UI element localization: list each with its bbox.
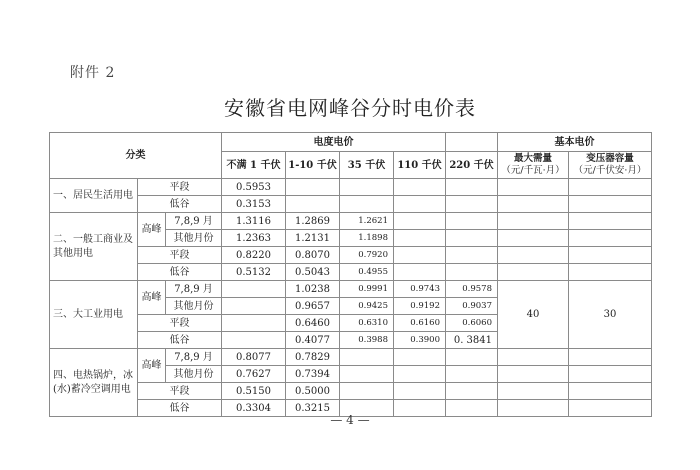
price-cell: 1.0238 [286, 281, 340, 298]
price-cell [394, 179, 446, 196]
period-label: 低谷 [138, 264, 222, 281]
period-label: 低谷 [138, 196, 222, 213]
price-cell [394, 349, 446, 366]
header-transformer-capacity [569, 152, 652, 179]
table-row [50, 247, 652, 264]
price-cell [340, 349, 394, 366]
table-row [50, 196, 652, 213]
price-cell: 0.8077 [222, 349, 286, 366]
transformer-capacity-cell [569, 349, 652, 366]
price-cell: 0.6060 [446, 315, 498, 332]
price-cell [446, 179, 498, 196]
header-max-demand-label: 最大需量 [513, 153, 552, 164]
transformer-capacity-cell [569, 230, 652, 247]
period-label: 低谷 [138, 332, 222, 349]
price-cell: 0.3304 [222, 400, 286, 417]
max-demand-cell [498, 247, 569, 264]
period-label: 平段 [138, 315, 222, 332]
price-cell: 0.8070 [286, 247, 340, 264]
price-cell [394, 264, 446, 281]
table-row [50, 213, 652, 230]
max-demand-cell: 40 [498, 281, 569, 349]
period-label: 其他月份 [166, 366, 222, 383]
price-cell: 0.6460 [286, 315, 340, 332]
price-cell: 1.3116 [222, 213, 286, 230]
header-max-demand-unit: （元/千瓦·月） [501, 165, 565, 176]
period-label: 7,8,9 月 [166, 349, 222, 366]
period-label: 7,8,9 月 [166, 281, 222, 298]
price-cell: 0.9192 [394, 298, 446, 315]
price-cell [446, 196, 498, 213]
price-cell: 0.9657 [286, 298, 340, 315]
section-name: 一、居民生活用电 [50, 179, 138, 213]
price-cell: 0.5953 [222, 179, 286, 196]
table-row [50, 281, 652, 298]
price-cell: 0.5043 [286, 264, 340, 281]
period-label: 其他月份 [166, 298, 222, 315]
attachment-label: 附件 2 [70, 65, 116, 81]
table-row [50, 264, 652, 281]
header-max-demand [498, 152, 569, 179]
document-title: 安徽省电网峰谷分时电价表 [224, 96, 476, 120]
price-cell: 0. 3841 [446, 332, 498, 349]
header-basic-price: 基本电价 [498, 133, 652, 152]
price-cell [446, 247, 498, 264]
transformer-capacity-cell [569, 247, 652, 264]
period-label: 7,8,9 月 [166, 213, 222, 230]
price-cell [446, 366, 498, 383]
price-cell [446, 349, 498, 366]
price-cell [446, 213, 498, 230]
price-cell: 0.9037 [446, 298, 498, 315]
price-cell: 0.9425 [340, 298, 394, 315]
price-cell: 0.3215 [286, 400, 340, 417]
price-cell: 0.7829 [286, 349, 340, 366]
price-cell: 0.7394 [286, 366, 340, 383]
header-voltage-1-10kv: 1-10 千伏 [286, 152, 340, 179]
header-voltage-220kv: 220 千伏 [446, 152, 498, 179]
price-cell [446, 383, 498, 400]
price-cell: 1.1898 [340, 230, 394, 247]
max-demand-cell [498, 196, 569, 213]
price-cell: 0.4955 [340, 264, 394, 281]
header-empty [446, 133, 498, 152]
header-voltage-110kv: 110 千伏 [394, 152, 446, 179]
transformer-capacity-cell [569, 366, 652, 383]
section-name: 四、电热锅炉，冰(水)蓄冷空调用电 [50, 349, 138, 417]
transformer-capacity-cell [569, 264, 652, 281]
period-label: 平段 [138, 179, 222, 196]
period-label: 平段 [138, 383, 222, 400]
price-cell: 0.7920 [340, 247, 394, 264]
price-cell [446, 264, 498, 281]
max-demand-cell [498, 366, 569, 383]
header-voltage-below-1kv: 不满 1 千伏 [222, 152, 286, 179]
price-cell [222, 281, 286, 298]
transformer-capacity-cell [569, 179, 652, 196]
price-cell: 0.3153 [222, 196, 286, 213]
section-name: 二、一般工商业及其他用电 [50, 213, 138, 281]
page-number: — 4 — [330, 413, 370, 427]
price-cell [394, 196, 446, 213]
max-demand-cell [498, 230, 569, 247]
header-transformer-capacity-label: 变压器容量 [586, 153, 634, 164]
peak-label: 高峰 [138, 281, 166, 315]
price-cell [340, 366, 394, 383]
max-demand-cell [498, 349, 569, 366]
price-cell: 1.2621 [340, 213, 394, 230]
transformer-capacity-cell [569, 383, 652, 400]
transformer-capacity-cell: 30 [569, 281, 652, 349]
max-demand-cell [498, 383, 569, 400]
price-cell: 0.6160 [394, 315, 446, 332]
price-cell [394, 366, 446, 383]
price-cell [286, 179, 340, 196]
period-label: 其他月份 [166, 230, 222, 247]
table-row [50, 179, 652, 196]
transformer-capacity-cell [569, 213, 652, 230]
price-cell: 0.9743 [394, 281, 446, 298]
period-label: 平段 [138, 247, 222, 264]
price-cell: 0.5000 [286, 383, 340, 400]
header-category: 分类 [50, 133, 222, 179]
price-cell [394, 247, 446, 264]
period-label: 低谷 [138, 400, 222, 417]
price-cell: 1.2131 [286, 230, 340, 247]
peak-label: 高峰 [138, 349, 166, 383]
price-cell [394, 213, 446, 230]
price-cell [340, 179, 394, 196]
price-cell [222, 298, 286, 315]
price-cell [222, 315, 286, 332]
price-cell [394, 383, 446, 400]
price-cell: 0.7627 [222, 366, 286, 383]
price-cell [394, 230, 446, 247]
header-voltage-35kv: 35 千伏 [340, 152, 394, 179]
price-cell: 1.2363 [222, 230, 286, 247]
price-cell: 0.5132 [222, 264, 286, 281]
price-cell: 0.3988 [340, 332, 394, 349]
header-transformer-capacity-unit: （元/千伏安·月） [573, 165, 647, 176]
price-cell: 0.4077 [286, 332, 340, 349]
peak-label: 高峰 [138, 213, 166, 247]
max-demand-cell [498, 264, 569, 281]
max-demand-cell [498, 213, 569, 230]
tou-price-table [49, 132, 652, 417]
price-cell [340, 196, 394, 213]
price-cell [222, 332, 286, 349]
price-cell: 0.6310 [340, 315, 394, 332]
price-cell [340, 383, 394, 400]
price-cell [446, 230, 498, 247]
price-cell: 1.2869 [286, 213, 340, 230]
price-cell: 0.3900 [394, 332, 446, 349]
table-row [50, 383, 652, 400]
price-cell: 0.9578 [446, 281, 498, 298]
price-cell: 0.5150 [222, 383, 286, 400]
price-cell [286, 196, 340, 213]
header-energy-price: 电度电价 [222, 133, 446, 152]
transformer-capacity-cell [569, 196, 652, 213]
table-row [50, 349, 652, 366]
price-cell: 0.9991 [340, 281, 394, 298]
price-cell: 0.8220 [222, 247, 286, 264]
section-name: 三、大工业用电 [50, 281, 138, 349]
max-demand-cell [498, 179, 569, 196]
